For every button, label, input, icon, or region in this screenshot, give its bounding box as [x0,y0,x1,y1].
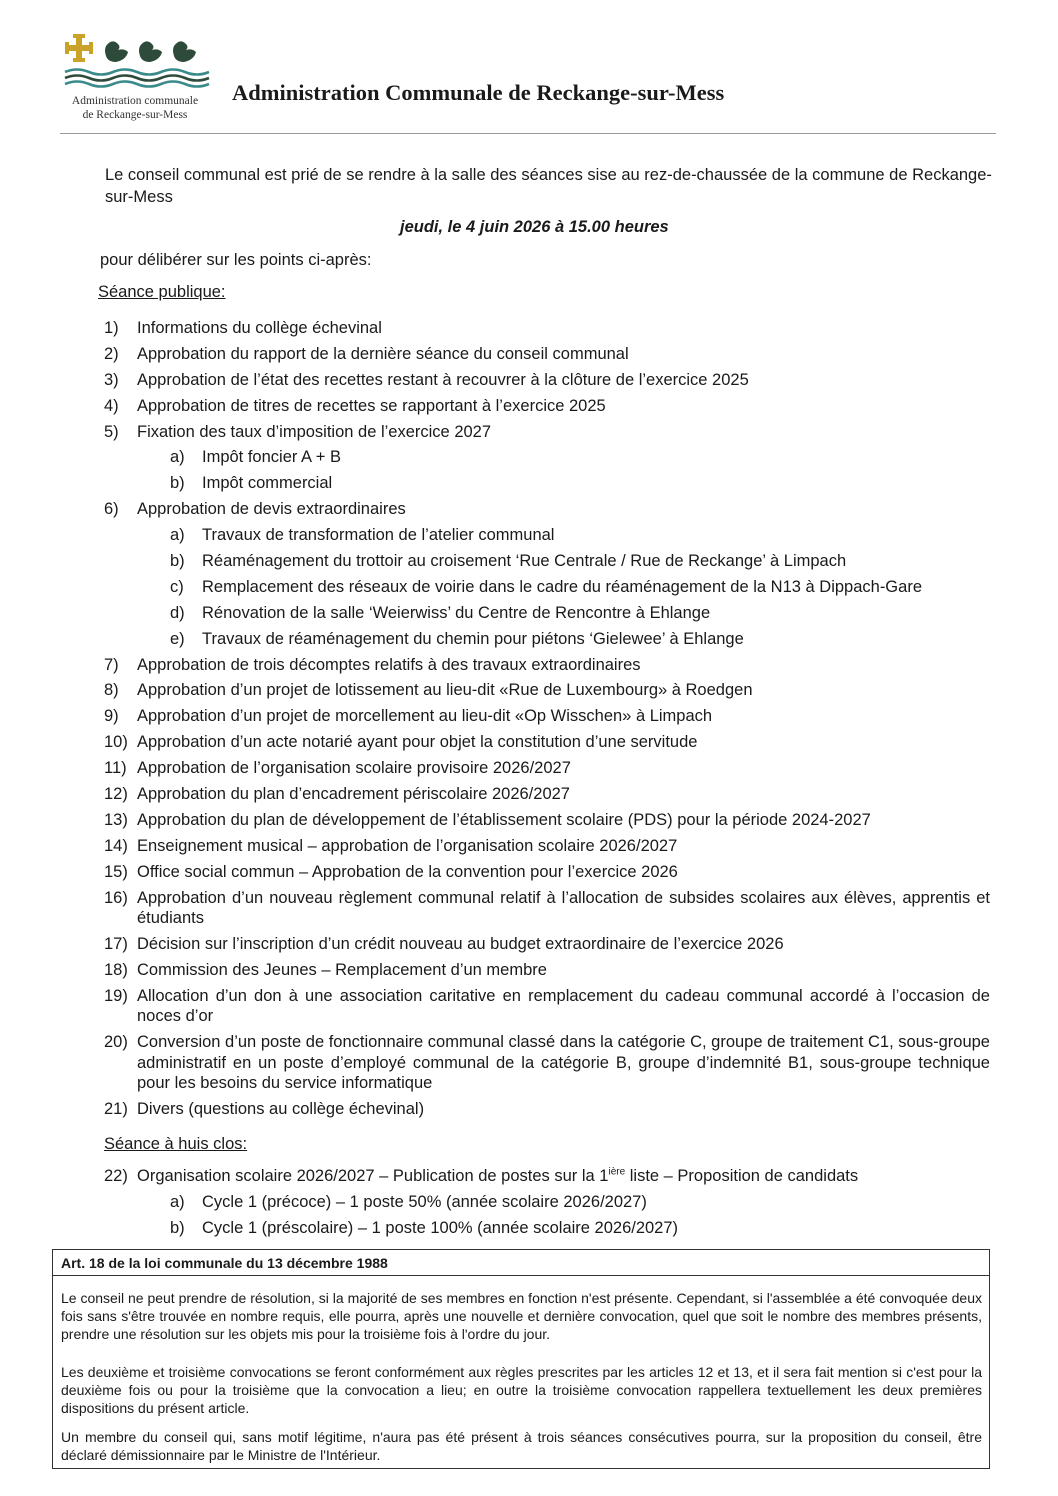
waves-icon [65,70,209,87]
agenda-item-text: Approbation de titres de recettes se rapportant à l’exercice 2025 [137,396,606,415]
agenda-subitem [104,1218,990,1239]
agenda-subitem [104,577,990,598]
agenda-item-number: 21) [104,1100,128,1119]
agenda-item [104,655,990,676]
logo-caption [60,94,210,122]
agenda-item-text: Office social commun – Approbation de la convention pour l’exercice 2026 [137,862,678,881]
agenda-item-text: Approbation d’un projet de lotissement au lieu-dit «Rue de Luxembourg» à Roedgen [137,681,753,700]
agenda-item [104,706,990,727]
agenda-item-text: Approbation de l’état des recettes restant à recouvrer à la clôture de l’exercice 2025 [137,370,749,389]
agenda-item [104,758,990,779]
law-paragraph-3: Un membre du conseil qui, sans motif légitime, n'aura pas été présent à trois séances consécutives pourra, sur la proposition du conseil, être déclaré démissionnaire par le Ministre de l'Intérieur. [61,1429,982,1464]
agenda-subitem [104,603,990,624]
law-excerpt-box [52,1249,990,1469]
agenda-subitem-letter: a) [170,526,185,545]
agenda-subitem [104,473,990,494]
agenda-item-number: 17) [104,934,128,953]
agenda-item-number: 16) [104,888,128,907]
agenda-item-number: 15) [104,862,128,881]
letterhead [60,28,1000,136]
agenda-item-number: 20) [104,1033,128,1052]
agenda-item-number: 10) [104,733,128,752]
agenda-item-text: Approbation du plan d’encadrement périscolaire 2026/2027 [137,785,570,804]
agenda-subitem [104,447,990,468]
agenda-item-superscript: ière [608,1166,626,1178]
agenda-subitem-letter: a) [170,1192,185,1211]
agenda-subitem-text: Cycle 1 (précoce) – 1 poste 50% (année scolaire 2026/2027) [202,1192,647,1211]
agenda-item-text: Approbation de devis extraordinaires [137,500,406,519]
agenda-item-number: 7) [104,655,119,674]
agenda-item [104,1032,990,1094]
agenda-item [104,986,990,1027]
agenda-item-number: 5) [104,422,119,441]
law-paragraph-1: Le conseil ne peut prendre de résolution, si la majorité de ses membres en fonction n'est présente. Cependant, si l'assemblée a été convoquée deux fois sans s'être trouvée en nombre requis, elle pourra, après une nouvelle et dernière convocation, quel que soit le nombre des membres présents, prendre une résolution sur les objets mis pour la troisième fois à l'ordre du jour. [61,1290,982,1343]
agenda-subitem-text: Rénovation de la salle ‘Weierwiss’ du Centre de Rencontre à Ehlange [202,603,711,622]
law-excerpt-title: Art. 18 de la loi communale du 13 décembre 1988 [61,1255,388,1271]
agenda-item-text: Approbation d’un nouveau règlement communal relatif à l’allocation de subsides scolaires aux élèves, apprentis et étudiants [137,888,990,928]
agenda-item-number: 18) [104,960,128,979]
agenda-subitem-letter: a) [170,448,185,467]
agenda-item-text: Approbation de trois décomptes relatifs à des travaux extraordinaires [137,655,641,674]
agenda-item-number: 12) [104,785,128,804]
law-paragraph-2: Les deuxième et troisième convocations se feront conformément aux règles prescrites par les articles 12 et 13, et il sera fait mention si c'est pour la deuxième fois ou pour la troisième que la convocation a lieu; en outre la troisième convocation rappellera textuellement les deux premières dispositions du présent article. [61,1364,982,1417]
agenda-item-number: 3) [104,370,119,389]
agenda-item-number: 13) [104,810,128,829]
deliberate-line: pour délibérer sur les points ci-après: [100,251,372,269]
agenda-subitem-text: Cycle 1 (préscolaire) – 1 poste 100% (année scolaire 2026/2027) [202,1218,679,1237]
header-divider [60,133,996,134]
logo-caption-line1: Administration communale [71,95,199,107]
agenda-item [104,1166,990,1187]
agenda-item [104,732,990,753]
agenda-item-text: Approbation de l’organisation scolaire provisoire 2026/2027 [137,759,571,778]
agenda-subitem-text: Travaux de réaménagement du chemin pour piétons ‘Gielewee’ à Ehlange [202,629,744,648]
agenda-item-text: Fixation des taux d’imposition de l’exercice 2027 [137,422,492,441]
agenda-item-number: 22) [104,1167,128,1185]
closed-agenda-list [104,1166,990,1244]
agenda-item [104,1099,990,1120]
agenda-subitem-text: Impôt commercial [202,474,333,493]
agenda-item-text: Enseignement musical – approbation de l’organisation scolaire 2026/2027 [137,836,678,855]
agenda-item [104,862,990,883]
public-session-title: Séance publique: [98,283,226,301]
agenda-item [104,784,990,805]
meeting-date: jeudi, le 4 juin 2026 à 15.00 heures [400,218,669,236]
agenda-item-number: 4) [104,396,119,415]
law-excerpt-divider [53,1275,989,1276]
agenda-subitem-letter: b) [170,474,185,493]
agenda-item-text: Approbation d’un acte notarié ayant pour objet la constitution d’une servitude [137,733,698,752]
agenda-item-number: 19) [104,986,128,1005]
bird-icons [105,41,196,62]
agenda-item-number: 14) [104,836,128,855]
agenda-item-text: Décision sur l’inscription d’un crédit nouveau au budget extraordinaire de l’exercice 2026 [137,934,784,953]
agenda-subitem-letter: b) [170,1218,185,1237]
agenda-item [104,810,990,831]
agenda-item [104,422,990,443]
agenda-subitem-letter: d) [170,603,185,622]
agenda-item-text: Commission des Jeunes – Remplacement d’un membre [137,960,547,979]
page-title: Administration Communale de Reckange-sur-Mess [232,80,725,105]
agenda-item [104,396,990,417]
agenda-item [104,836,990,857]
public-agenda-list [104,318,990,1125]
agenda-item-text: Allocation d’un don à une association caritative en remplacement du cadeau communal accordé à l’occasion de noces d’or [137,986,990,1026]
agenda-subitem-text: Impôt foncier A + B [202,448,341,467]
agenda-item-number: 6) [104,500,119,519]
agenda-item-text: Approbation du rapport de la dernière séance du conseil communal [137,344,629,363]
agenda-item [104,934,990,955]
agenda-item [104,960,990,981]
agenda-subitem-letter: e) [170,629,185,648]
agenda-item-text: Approbation du plan de développement de l’établissement scolaire (PDS) pour la période 2024-2027 [137,810,871,829]
agenda-item [104,680,990,701]
agenda-subitem-text: Remplacement des réseaux de voirie dans le cadre du réaménagement de la N13 à Dippach-Gare [202,577,922,596]
agenda-item [104,888,990,929]
agenda-item-text: Informations du collège échevinal [137,319,382,337]
agenda-item [104,344,990,365]
agenda-item-text: Divers (questions au collège échevinal) [137,1100,425,1119]
closed-session-title: Séance à huis clos: [104,1135,248,1153]
logo-caption-line2: de Reckange-sur-Mess [82,109,188,121]
agenda-subitem [104,629,990,650]
agenda-item-number: 11) [104,759,127,778]
agenda-subitem [104,551,990,572]
cross-icon [65,34,93,62]
agenda-item [104,499,990,520]
convocation-intro: Le conseil communal est prié de se rendre à la salle des séances sise au rez-de-chaussée de la commune de Reckange-sur-Mess [105,166,992,206]
agenda-item-number: 2) [104,344,119,363]
agenda-item [104,318,990,339]
agenda-subitem-text: Travaux de transformation de l’atelier communal [202,526,555,545]
agenda-subitem [104,1192,990,1213]
agenda-subitem-text: Réaménagement du trottoir au croisement ‘Rue Centrale / Rue de Reckange’ à Limpach [202,552,847,571]
agenda-item-text: Approbation d’un projet de morcellement au lieu-dit «Op Wisschen» à Limpach [137,707,713,726]
agenda-item-number: 8) [104,681,119,700]
agenda-item-number: 1) [104,319,119,337]
agenda-subitem [104,525,990,546]
agenda-item-text-before: Organisation scolaire 2026/2027 – Publication de postes sur la 1 [137,1167,609,1185]
agenda-item-text-after: liste – Proposition de candidats [625,1167,859,1185]
agenda-item-number: 9) [104,707,119,726]
agenda-subitem-letter: b) [170,552,185,571]
agenda-subitem-letter: c) [170,577,184,596]
agenda-item [104,370,990,391]
agenda-item-text: Conversion d’un poste de fonctionnaire communal classé dans la catégorie C, groupe de traitement C1, sous-groupe administratif en un poste d’employé communal de la catégorie B, groupe d’indemnité B1, sous-groupe technique pour les besoins du service informatique [137,1033,990,1093]
